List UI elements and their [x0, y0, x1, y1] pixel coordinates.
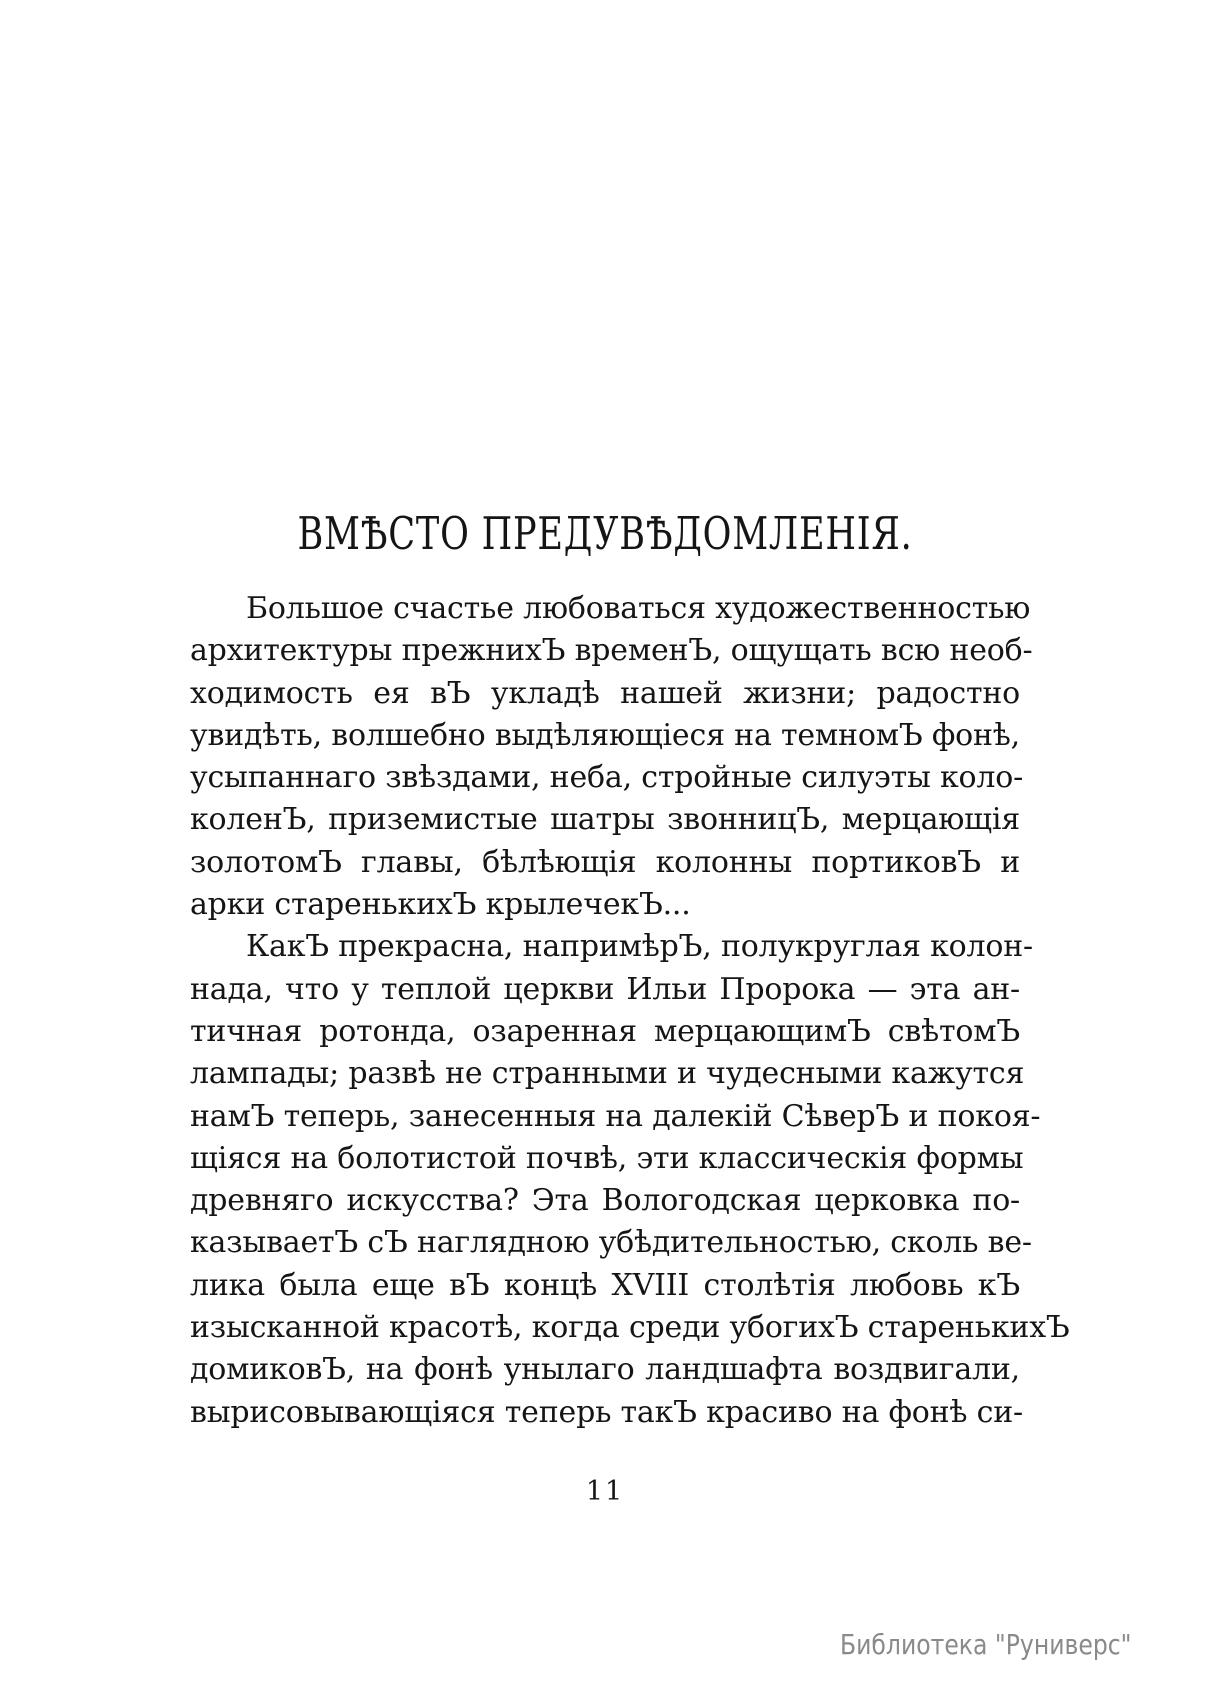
text-line: архитектуры прежнихЪ временЪ, ощущать всю необ- — [190, 633, 1033, 669]
text-line: вырисовывающіяся теперь такЪ красиво на фонѣ си- — [190, 1394, 1023, 1430]
text-line: лика была еще вЪ концѣ XVIII столѣтія любовь кЪ — [190, 1267, 1020, 1303]
text-line: увидѣть, волшебно выдѣляющіеся на темномЪ фонѣ, — [190, 717, 1020, 753]
text-line: арки старенькихЪ крылечекЪ... — [190, 887, 691, 923]
text-line: щіяся на болотистой почвѣ, эти классическія формы — [190, 1140, 1024, 1176]
text-line: лампады; развѣ не странными и чудесными кажутся — [190, 1056, 1025, 1092]
text-line: золотомЪ главы, бѣлѣющія колонны портиковЪ и — [190, 844, 1020, 880]
text-column — [190, 588, 1070, 1434]
text-line: Большое счастье любоваться художественностью — [246, 591, 1031, 626]
text-line: древняго искусства? Эта Вологодская церковка по- — [190, 1183, 1020, 1219]
text-line: коленЪ, приземистые шатры звонницЪ, мерцающія — [190, 802, 1020, 838]
text-line: изысканной красотѣ, когда среди убогихЪ старенькихЪ — [190, 1310, 1070, 1346]
text-line: тичная ротонда, озаренная мерцающимЪ свѣтомЪ — [190, 1013, 1020, 1049]
text-line: нада, что у теплой церкви Ильи Пророка — эта ан- — [190, 971, 1020, 1007]
chapter-title: ВМѢСТО ПРЕДУВѢДОМЛЕНІЯ. — [297, 507, 913, 560]
text-line: намЪ теперь, занесенныя на далекій СѣверЪ и покоя- — [190, 1098, 1041, 1134]
text-line: казываетЪ сЪ наглядною убѣдительностью, сколь ве- — [190, 1225, 1032, 1261]
watermark: Библиотека "Руниверс" — [840, 1628, 1132, 1661]
page-number: 11 — [585, 1476, 625, 1507]
text-line: усыпаннаго звѣздами, неба, стройные силуэты коло- — [190, 760, 1024, 796]
text-line: домиковЪ, на фонѣ унылаго ландшафта воздвигали, — [190, 1352, 1020, 1388]
text-line: ходимость ея вЪ укладѣ нашей жизни; радостно — [190, 675, 1020, 711]
text-line: КакЪ прекрасна, напримѣрЪ, полукруглая колон- — [246, 929, 1033, 965]
